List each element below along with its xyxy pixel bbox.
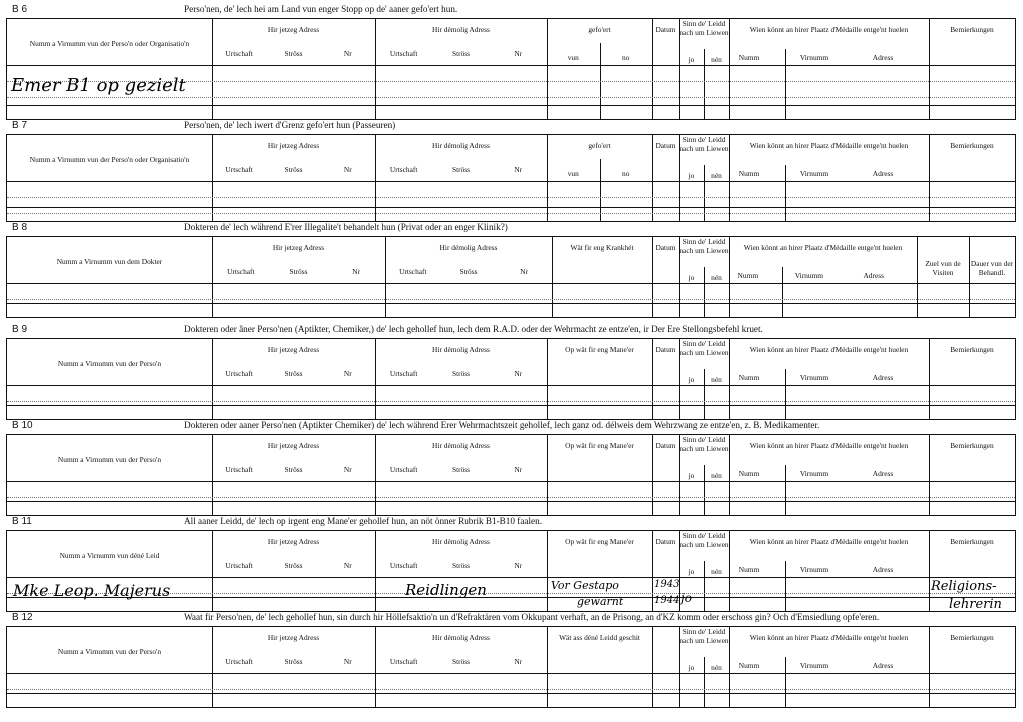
medal-sub: Virnumm	[799, 469, 829, 478]
alive-label: Sinn de' Leidd nach um Liewen	[679, 435, 729, 453]
medal-sub: Virnumm	[799, 53, 829, 62]
section-code: B 10	[12, 420, 33, 431]
custom-column-label: Op wät fir eng Mane'er	[565, 537, 634, 546]
alive-sub: nén	[711, 273, 722, 282]
medal-sub: Virnumm	[799, 565, 829, 574]
address-now-sub: Ströss	[284, 657, 303, 666]
alive-label: Sinn de' Leidd nach um Liewen	[679, 531, 729, 549]
medal-sub: Adress	[863, 271, 884, 280]
medal-label: Wien könnt an hirer Plaatz d'Médaille entge'nt huelen	[749, 441, 909, 450]
entry-date: 1943	[654, 579, 680, 590]
address-now-sub: Ströss	[284, 49, 303, 58]
medal-sub: Numm	[738, 373, 760, 382]
medal-label: Wien könnt an hirer Plaatz d'Médaille entge'nt huelen	[743, 243, 903, 252]
visit-column-label: Dauer vun der Behandl.	[970, 259, 1014, 277]
section-title: Perso'nen, de' lech hei am Land vun enger Stopp op de' aaner gefo'ert hun.	[184, 4, 458, 14]
section-title: Waat fir Perso'nen, de' lech gehollef hun, sin durch hir Höllefsaktio'n un d'Refraktären vom Okkupant verhaft, an de Prisong, an d'KZ komm oder erschoss gin? Och d'Emsiedlung opfe'eren.	[184, 612, 880, 622]
section-code: B 6	[12, 4, 28, 15]
alive-sub: jo	[688, 567, 695, 576]
address-now-label: Hir jetzeg Adress	[272, 243, 325, 252]
section-b10	[6, 420, 1016, 530]
section-table	[6, 434, 1016, 516]
address-old-label: Hir démolig Adress	[432, 25, 490, 34]
section-table	[6, 626, 1016, 708]
address-old-sub: Ströss	[451, 657, 471, 666]
entry-how-2: gewarnt	[577, 595, 624, 608]
section-title: Dokteren oder aaner Perso'nen (Aptikter Chemiker) de' lech während Erer Wehrmachtszeit gehollef, lech ganz od. délweis dem Wehrzwang ze entze'en, z. B. Medikamenter.	[184, 420, 820, 430]
section-code: B 8	[12, 222, 28, 233]
medal-sub: Virnumm	[799, 373, 829, 382]
medal-sub: Adress	[872, 53, 894, 62]
entry-remarks: Religions-	[931, 579, 997, 594]
section-table	[6, 236, 1016, 318]
medal-label: Wien könnt an hirer Plaatz d'Médaille entge'nt huelen	[749, 25, 909, 34]
remarks-label: Bemierkungen	[950, 633, 994, 642]
address-old-sub: Nr	[514, 561, 523, 570]
alive-sub: nén	[711, 471, 722, 480]
address-old-sub: Nr	[514, 49, 523, 58]
address-old-sub: Ströss	[451, 561, 471, 570]
address-now-sub: Ströss	[284, 465, 303, 474]
section-header	[6, 420, 1016, 434]
address-old-sub: Urtschaft	[389, 657, 418, 666]
alive-label: Sinn de' Leidd nach um Liewen	[679, 19, 729, 37]
address-old-sub: Urtschaft	[389, 165, 418, 174]
address-old-sub: Nr	[514, 465, 523, 474]
medal-sub: Numm	[737, 271, 759, 280]
alive-sub: nén	[711, 375, 722, 384]
entry-remarks-2: lehrerin	[949, 597, 1002, 612]
remarks-label: Bemierkungen	[950, 345, 994, 354]
address-now-sub: Nr	[343, 165, 352, 174]
section-table	[6, 18, 1016, 120]
alive-sub: nén	[711, 55, 722, 64]
address-now-sub: Urtschaft	[225, 561, 253, 570]
name-column-label: Numm a Virnumm vun der Perso'n	[57, 455, 162, 464]
address-now-label: Hir jetzeg Adress	[267, 141, 320, 150]
visit-column-label: Zuel vun de Visiten	[925, 259, 961, 277]
address-old-label: Hir démolig Adress	[439, 243, 498, 252]
medal-sub: Virnumm	[799, 661, 829, 670]
address-now-label: Hir jetzeg Adress	[267, 633, 320, 642]
address-now-label: Hir jetzeg Adress	[267, 345, 320, 354]
custom-column-sub: vun	[567, 53, 579, 62]
address-old-sub: Urtschaft	[399, 267, 427, 276]
entry-alive: jo	[681, 591, 692, 605]
address-now-sub: Urtschaft	[225, 465, 253, 474]
section-b8	[6, 222, 1016, 332]
custom-column-label: Wät fir eng Krankhét	[570, 243, 634, 252]
alive-label: Sinn de' Leidd nach um Liewen	[679, 627, 729, 645]
name-column-label: Numm a Virnumm vun der Perso'n oder Organisatio'n	[29, 155, 190, 164]
section-code: B 7	[12, 120, 28, 131]
alive-sub: jo	[688, 663, 695, 672]
section-table	[6, 530, 1016, 612]
section-b9	[6, 324, 1016, 434]
alive-label: Sinn de' Leidd nach um Liewen	[679, 339, 729, 357]
address-now-sub: Nr	[343, 561, 352, 570]
address-old-sub: Urtschaft	[389, 369, 418, 378]
alive-sub: jo	[688, 273, 695, 282]
medal-sub: Virnumm	[799, 169, 829, 178]
address-now-sub: Urtschaft	[225, 49, 253, 58]
section-title: Dokteren oder âner Perso'nen (Aptikter, Chemiker,) de' lech gehollef hun, lech dem R.A.D. oder der Wehrmacht ze entze'en, ir Der Ere Stellongsbefehl kruet.	[184, 324, 763, 334]
address-now-sub: Ströss	[284, 369, 303, 378]
address-now-sub: Nr	[343, 465, 352, 474]
section-b7	[6, 120, 1016, 230]
alive-sub: nén	[711, 663, 722, 672]
alive-sub: jo	[688, 471, 695, 480]
address-old-sub: Ströss	[451, 369, 471, 378]
entry-how: Vor Gestapo	[551, 579, 619, 592]
alive-sub: nén	[711, 171, 722, 180]
address-now-sub: Urtschaft	[225, 657, 253, 666]
custom-column-label: Op wät fir eng Mane'er	[565, 441, 634, 450]
date-label: Datum	[655, 537, 676, 546]
date-label: Datum	[655, 441, 676, 450]
section-code: B 12	[12, 612, 33, 623]
medal-sub: Numm	[738, 565, 760, 574]
date-label: Datum	[655, 141, 676, 150]
alive-sub: jo	[688, 375, 695, 384]
section-header	[6, 324, 1016, 338]
custom-column-label: Wät ass déné Leidd geschit	[559, 633, 640, 642]
medal-sub: Adress	[872, 373, 894, 382]
entry-date-2: 1944	[654, 595, 680, 606]
section-table	[6, 134, 1016, 222]
address-now-label: Hir jetzeg Adress	[267, 25, 320, 34]
section-b11	[6, 516, 1016, 626]
address-now-sub: Ströss	[289, 267, 308, 276]
address-now-sub: Nr	[343, 369, 352, 378]
remarks-label: Bemierkungen	[950, 441, 994, 450]
section-header	[6, 120, 1016, 134]
medal-sub: Virnumm	[794, 271, 824, 280]
address-old-sub: Ströss	[459, 267, 478, 276]
custom-column-label: gefo'ert	[588, 141, 611, 150]
name-column-label: Numm a Virnumm vun déné Leid	[59, 551, 160, 560]
address-old-sub: Ströss	[451, 49, 471, 58]
section-b12	[6, 612, 1016, 722]
address-now-label: Hir jetzeg Adress	[267, 537, 320, 546]
medal-sub: Numm	[738, 661, 760, 670]
section-header	[6, 222, 1016, 236]
name-column-label: Numm a Virnumm vun dem Dokter	[56, 257, 163, 266]
medal-sub: Numm	[738, 169, 760, 178]
section-title: All aaner Leidd, de' lech op irgent eng Mane'er gehollef hun, an nöt önner Rubrik B1-B10 faalen.	[184, 516, 543, 526]
medal-sub: Adress	[872, 661, 894, 670]
name-column-label: Numm a Virnumm vun der Perso'n oder Organisatio'n	[29, 39, 190, 48]
custom-column-label: Op wät fir eng Mane'er	[565, 345, 634, 354]
address-now-sub: Ströss	[284, 165, 303, 174]
alive-sub: jo	[688, 55, 695, 64]
address-old-sub: Nr	[514, 369, 523, 378]
address-now-sub: Nr	[343, 49, 352, 58]
address-old-label: Hir démolig Adress	[432, 141, 490, 150]
remarks-label: Bemierkungen	[950, 141, 994, 150]
address-old-label: Hir démolig Adress	[432, 345, 490, 354]
custom-column-label: gefo'ert	[588, 25, 611, 34]
entry-name: Mke Leop. Majerus	[13, 581, 171, 600]
medal-sub: Adress	[872, 169, 894, 178]
address-old-sub: Ströss	[451, 465, 471, 474]
entry-place: Reidlingen	[405, 581, 487, 599]
alive-label: Sinn de' Leidd nach um Liewen	[679, 237, 729, 255]
address-old-sub: Ströss	[451, 165, 471, 174]
name-column-label: Numm a Virnumm vun der Perso'n	[57, 647, 162, 656]
section-title: Perso'nen, de' lech iwert d'Grenz gefo'ert hun (Passeuren)	[184, 120, 396, 130]
date-label: Datum	[655, 345, 676, 354]
medal-label: Wien könnt an hirer Plaatz d'Médaille entge'nt huelen	[749, 537, 909, 546]
section-title: Dokteren de' lech während E'rer Illegalite't behandelt hun (Privat oder an enger Klinik?)	[184, 222, 508, 232]
address-now-sub: Urtschaft	[227, 267, 255, 276]
handwritten-note: Emer B1 op gezielt	[11, 75, 186, 96]
medal-sub: Numm	[738, 469, 760, 478]
address-now-sub: Urtschaft	[225, 369, 253, 378]
section-table	[6, 338, 1016, 420]
date-label: Datum	[655, 25, 676, 34]
address-old-label: Hir démolig Adress	[432, 441, 490, 450]
custom-column-sub: no	[622, 169, 630, 178]
custom-column-sub: vun	[567, 169, 579, 178]
custom-column-sub: no	[622, 53, 630, 62]
medal-label: Wien könnt an hirer Plaatz d'Médaille entge'nt huelen	[749, 633, 909, 642]
address-old-sub: Urtschaft	[389, 49, 418, 58]
section-header	[6, 4, 1016, 18]
alive-sub: nén	[711, 567, 722, 576]
medal-sub: Adress	[872, 565, 894, 574]
date-label: Datum	[655, 243, 676, 252]
address-old-label: Hir démolig Adress	[432, 633, 490, 642]
name-column-label: Numm a Virnumm vun der Perso'n	[57, 359, 162, 368]
address-old-sub: Nr	[514, 657, 523, 666]
remarks-label: Bemierkungen	[950, 537, 994, 546]
address-old-sub: Urtschaft	[389, 561, 418, 570]
address-now-sub: Ströss	[284, 561, 303, 570]
medal-sub: Adress	[872, 469, 894, 478]
address-now-sub: Urtschaft	[225, 165, 253, 174]
address-old-sub: Nr	[514, 165, 523, 174]
address-old-label: Hir démolig Adress	[432, 537, 490, 546]
section-header	[6, 612, 1016, 626]
address-now-sub: Nr	[352, 267, 361, 276]
address-old-sub: Urtschaft	[389, 465, 418, 474]
section-code: B 9	[12, 324, 28, 335]
medal-label: Wien könnt an hirer Plaatz d'Médaille entge'nt huelen	[749, 141, 909, 150]
medal-sub: Numm	[738, 53, 760, 62]
alive-sub: jo	[688, 171, 695, 180]
section-code: B 11	[12, 516, 32, 527]
address-now-label: Hir jetzeg Adress	[267, 441, 320, 450]
address-now-sub: Nr	[343, 657, 352, 666]
address-old-sub: Nr	[520, 267, 529, 276]
medal-label: Wien könnt an hirer Plaatz d'Médaille entge'nt huelen	[749, 345, 909, 354]
section-b6	[6, 4, 1016, 114]
section-header	[6, 516, 1016, 530]
alive-label: Sinn de' Leidd nach um Liewen	[679, 135, 729, 153]
remarks-label: Bemierkungen	[950, 25, 994, 34]
